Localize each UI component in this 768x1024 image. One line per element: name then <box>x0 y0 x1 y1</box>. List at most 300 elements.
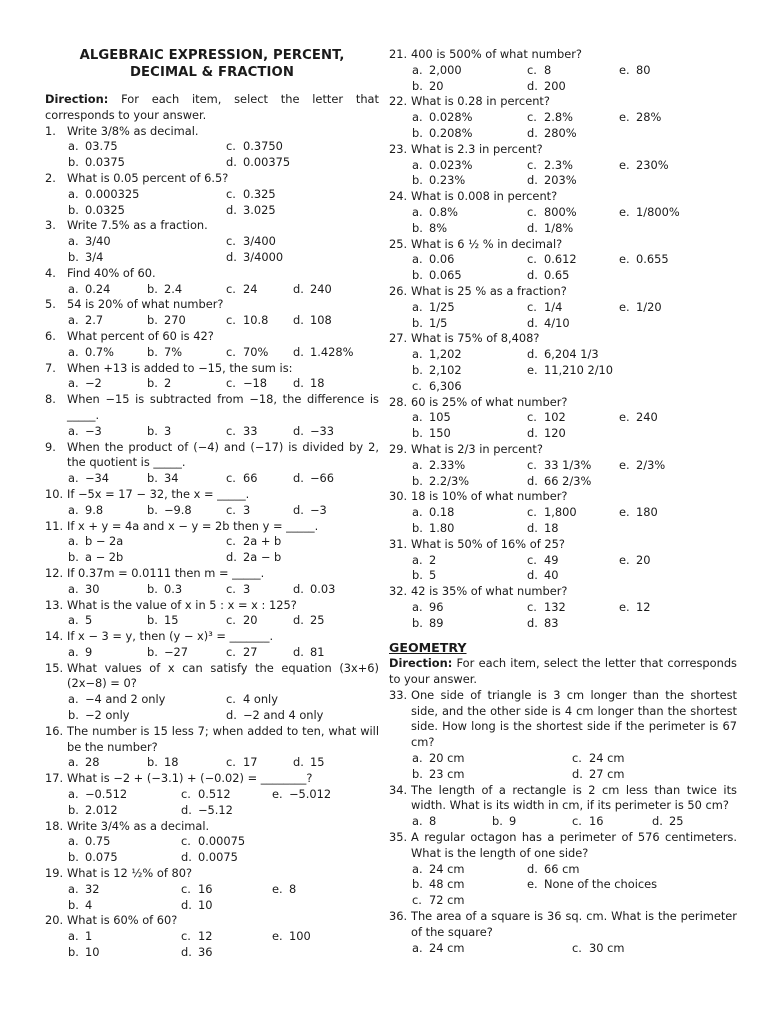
option-letter: b. <box>412 362 423 377</box>
answer-option[interactable] <box>527 110 619 126</box>
option-letter: c. <box>226 471 236 486</box>
answer-option[interactable] <box>181 787 272 803</box>
answer-option[interactable] <box>412 474 527 490</box>
answer-option[interactable] <box>412 379 527 395</box>
option-value: 27 cm <box>589 766 625 781</box>
question-item <box>45 361 379 393</box>
answer-option[interactable] <box>226 139 376 155</box>
answer-option[interactable] <box>68 471 147 487</box>
option-letter: c. <box>226 186 236 201</box>
answer-option[interactable] <box>293 503 379 519</box>
question-text: 60 is 25% of what number? <box>411 394 568 409</box>
answer-option[interactable] <box>412 363 527 379</box>
answer-option[interactable] <box>527 158 619 174</box>
answer-option[interactable] <box>293 645 379 661</box>
option-letter: b. <box>147 502 158 517</box>
option-value: 8% <box>429 220 448 235</box>
option-value: 24 cm <box>589 751 625 766</box>
option-letter: c. <box>226 344 236 359</box>
option-letter: b. <box>147 376 158 391</box>
answer-option[interactable] <box>412 126 527 142</box>
answer-option[interactable] <box>272 882 376 898</box>
question-number: 18. <box>45 818 64 833</box>
option-letter: b. <box>68 249 79 264</box>
option-letter: b. <box>147 581 158 596</box>
answer-option[interactable] <box>147 645 226 661</box>
question-number: 13. <box>45 597 64 612</box>
answer-option[interactable] <box>619 300 729 316</box>
answer-option[interactable] <box>68 155 226 171</box>
question-text: What is 6 ½ % in decimal? <box>411 236 563 251</box>
answer-option[interactable] <box>68 582 147 598</box>
geometry-direction-label: Direction: <box>389 656 453 671</box>
question-text: The area of a square is 36 sq. cm. What is the perimeter of the square? <box>411 909 737 939</box>
option-letter: d. <box>572 766 583 781</box>
answer-option[interactable] <box>68 882 181 898</box>
question-text: The number is 15 less 7; when added to ten, what will be the number? <box>67 723 379 754</box>
answer-option[interactable] <box>226 613 293 629</box>
answer-option[interactable] <box>147 755 226 771</box>
answer-option[interactable] <box>68 234 226 250</box>
option-value: −2 only <box>85 708 130 723</box>
answer-option[interactable] <box>68 803 181 819</box>
answer-option[interactable] <box>527 205 619 221</box>
answer-option[interactable] <box>68 929 181 945</box>
answer-option[interactable] <box>68 503 147 519</box>
answer-option[interactable] <box>226 692 376 708</box>
answer-option[interactable] <box>147 471 226 487</box>
answer-option[interactable] <box>412 893 527 909</box>
question-number: 27. <box>389 331 408 346</box>
answer-option[interactable] <box>527 252 619 268</box>
answer-options <box>389 941 737 957</box>
option-value: 0.0375 <box>85 155 125 170</box>
question-number: 17. <box>45 771 64 786</box>
answer-option[interactable] <box>527 616 619 632</box>
question-number: 35. <box>389 830 408 845</box>
answer-options <box>45 882 379 914</box>
question-text: When +13 is added to −15, the sum is: <box>67 360 293 375</box>
answer-option[interactable] <box>527 221 619 237</box>
answer-option[interactable] <box>226 534 376 550</box>
answer-option[interactable] <box>68 945 181 961</box>
question-number: 28. <box>389 394 408 409</box>
question-item <box>45 819 379 866</box>
option-letter: c. <box>226 581 236 596</box>
option-value: 2 <box>164 376 172 391</box>
option-value: 0.075 <box>85 850 118 865</box>
option-letter: d. <box>527 473 538 488</box>
option-letter: d. <box>181 850 192 865</box>
option-value: 9 <box>509 814 517 829</box>
answer-option[interactable] <box>226 376 293 392</box>
answer-option[interactable] <box>226 503 293 519</box>
question-row <box>389 909 737 941</box>
answer-option[interactable] <box>527 862 732 878</box>
answer-option[interactable] <box>293 424 379 440</box>
answer-option[interactable] <box>226 155 376 171</box>
option-value: 2.8% <box>544 110 573 125</box>
question-number: 33. <box>389 687 408 702</box>
answer-option[interactable] <box>181 834 376 850</box>
answer-option[interactable] <box>412 63 527 79</box>
answer-option[interactable] <box>293 345 379 361</box>
answer-option[interactable] <box>492 814 572 830</box>
answer-option[interactable] <box>572 767 732 783</box>
answer-option[interactable] <box>226 313 293 329</box>
answer-option[interactable] <box>68 250 226 266</box>
question-number: 4. <box>45 265 56 280</box>
option-value: 30 <box>85 581 100 596</box>
answer-option[interactable] <box>226 203 376 219</box>
option-letter: c. <box>527 457 537 472</box>
option-letter: c. <box>527 599 537 614</box>
answer-option[interactable] <box>226 282 293 298</box>
question-text: Write 3/8% as decimal. <box>67 123 199 138</box>
answer-option[interactable] <box>181 945 272 961</box>
answer-option[interactable] <box>412 553 527 569</box>
answer-option[interactable] <box>68 203 226 219</box>
answer-option[interactable] <box>527 568 619 584</box>
answer-option[interactable] <box>412 316 527 332</box>
answer-option[interactable] <box>68 282 147 298</box>
question-item <box>45 913 379 960</box>
answer-option[interactable] <box>619 458 729 474</box>
answer-option[interactable] <box>572 941 732 957</box>
option-letter: b. <box>412 268 423 283</box>
answer-option[interactable] <box>293 376 379 392</box>
question-row <box>45 629 379 645</box>
question-row <box>45 266 379 282</box>
question-item <box>389 909 737 956</box>
option-letter: d. <box>181 897 192 912</box>
answer-option[interactable] <box>68 534 226 550</box>
answer-option[interactable] <box>147 313 226 329</box>
option-letter: a. <box>412 599 423 614</box>
answer-option[interactable] <box>226 645 293 661</box>
answer-option[interactable] <box>527 474 619 490</box>
answer-option[interactable] <box>527 600 619 616</box>
option-value: 280% <box>544 125 577 140</box>
option-value: 4 only <box>243 692 278 707</box>
answer-option[interactable] <box>572 814 652 830</box>
option-letter: c. <box>527 410 537 425</box>
option-value: 10 <box>198 897 213 912</box>
answer-option[interactable] <box>272 787 376 803</box>
answer-option[interactable] <box>226 550 376 566</box>
answer-option[interactable] <box>181 929 272 945</box>
answer-option[interactable] <box>527 458 619 474</box>
answer-option[interactable] <box>412 814 492 830</box>
option-letter: c. <box>226 534 236 549</box>
answer-option[interactable] <box>527 126 619 142</box>
option-letter: b. <box>147 471 158 486</box>
option-letter: a. <box>68 313 79 328</box>
answer-option[interactable] <box>412 877 527 893</box>
answer-options <box>389 458 737 490</box>
question-row <box>45 598 379 614</box>
answer-option[interactable] <box>412 268 527 284</box>
answer-option[interactable] <box>527 410 619 426</box>
answer-option[interactable] <box>619 410 729 426</box>
answer-option[interactable] <box>68 898 181 914</box>
answer-option[interactable] <box>412 300 527 316</box>
answer-option[interactable] <box>181 850 376 866</box>
answer-option[interactable] <box>147 282 226 298</box>
answer-options <box>45 376 379 392</box>
answer-option[interactable] <box>527 300 619 316</box>
answer-option[interactable] <box>527 173 619 189</box>
answer-option[interactable] <box>181 803 272 819</box>
answer-option[interactable] <box>619 110 729 126</box>
answer-option[interactable] <box>226 250 376 266</box>
answer-option[interactable] <box>293 282 379 298</box>
option-letter: e. <box>272 787 283 802</box>
answer-option[interactable] <box>412 347 527 363</box>
question-item <box>45 124 379 171</box>
answer-option[interactable] <box>68 692 226 708</box>
option-letter: b. <box>412 877 423 892</box>
question-item <box>389 284 737 331</box>
answer-option[interactable] <box>412 79 527 95</box>
answer-option[interactable] <box>293 471 379 487</box>
question-number: 15. <box>45 660 64 675</box>
option-value: 17 <box>243 755 258 770</box>
answer-option[interactable] <box>226 234 376 250</box>
option-value: 2.3% <box>544 157 573 172</box>
option-value: 2a − b <box>243 550 282 565</box>
option-letter: e. <box>619 62 630 77</box>
answer-option[interactable] <box>412 600 527 616</box>
answer-option[interactable] <box>412 205 527 221</box>
answer-option[interactable] <box>412 221 527 237</box>
answer-option[interactable] <box>412 862 527 878</box>
answer-option[interactable] <box>147 424 226 440</box>
question-row <box>45 566 379 582</box>
option-value: 0.0075 <box>198 850 238 865</box>
option-value: 3 <box>243 581 251 596</box>
option-value: 81 <box>310 644 325 659</box>
option-value: 3/4000 <box>243 249 284 264</box>
option-value: 20 <box>429 78 444 93</box>
option-letter: c. <box>226 281 236 296</box>
option-letter: c. <box>527 62 537 77</box>
answer-option[interactable] <box>527 79 619 95</box>
option-letter: b. <box>68 945 79 960</box>
answer-option[interactable] <box>147 376 226 392</box>
answer-option[interactable] <box>527 426 619 442</box>
option-value: 1/800% <box>636 204 680 219</box>
option-value: 28% <box>636 110 662 125</box>
option-value: 25 <box>310 613 325 628</box>
option-letter: c. <box>412 378 422 393</box>
answer-option[interactable] <box>527 521 619 537</box>
answer-option[interactable] <box>147 503 226 519</box>
option-value: 0.000325 <box>85 186 140 201</box>
answer-option[interactable] <box>68 613 147 629</box>
answer-option[interactable] <box>293 613 379 629</box>
answer-option[interactable] <box>412 426 527 442</box>
question-number: 24. <box>389 189 408 204</box>
answer-option[interactable] <box>147 582 226 598</box>
answer-option[interactable] <box>68 424 147 440</box>
answer-option[interactable] <box>412 941 572 957</box>
option-letter: a. <box>412 252 423 267</box>
answer-option[interactable] <box>226 755 293 771</box>
answer-option[interactable] <box>68 834 181 850</box>
answer-option[interactable] <box>619 600 729 616</box>
answer-option[interactable] <box>527 553 619 569</box>
answer-option[interactable] <box>619 505 729 521</box>
question-item <box>45 566 379 598</box>
option-letter: e. <box>527 877 538 892</box>
answer-option[interactable] <box>527 505 619 521</box>
direction-label: Direction: <box>45 92 109 106</box>
answer-option[interactable] <box>527 316 619 332</box>
question-text: If 0.37m = 0.0111 then m = _____. <box>67 565 265 580</box>
option-letter: b. <box>68 708 79 723</box>
answer-option[interactable] <box>68 550 226 566</box>
answer-option[interactable] <box>619 63 729 79</box>
answer-option[interactable] <box>226 471 293 487</box>
answer-option[interactable] <box>68 708 226 724</box>
answer-option[interactable] <box>147 613 226 629</box>
answer-option[interactable] <box>293 755 379 771</box>
answer-option[interactable] <box>527 877 732 893</box>
option-letter: c. <box>527 505 537 520</box>
option-value: −0.512 <box>85 787 128 802</box>
question-text: What values of x can satisfy the equation (3x+6) (2x−8) = 0? <box>67 660 379 691</box>
question-text: What is 12 ½% of 80? <box>67 866 193 881</box>
answer-option[interactable] <box>412 158 527 174</box>
answer-option[interactable] <box>527 347 729 363</box>
answer-option[interactable] <box>412 173 527 189</box>
option-value: 6,306 <box>429 378 462 393</box>
option-value: 8 <box>544 62 552 77</box>
option-value: 0.06 <box>429 252 455 267</box>
answer-option[interactable] <box>412 521 527 537</box>
answer-option[interactable] <box>412 110 527 126</box>
answer-option[interactable] <box>293 582 379 598</box>
question-text: A regular octagon has a perimeter of 576 centimeters. What is the length of one side? <box>411 830 737 860</box>
question-number: 20. <box>45 913 64 928</box>
answer-option[interactable] <box>226 187 376 203</box>
answer-option[interactable] <box>412 616 527 632</box>
option-value: 9.8 <box>85 502 104 517</box>
option-letter: a. <box>68 834 79 849</box>
option-letter: b. <box>412 568 423 583</box>
answer-options <box>45 282 379 298</box>
answer-option[interactable] <box>68 787 181 803</box>
answer-option[interactable] <box>527 63 619 79</box>
option-letter: c. <box>226 139 236 154</box>
option-letter: b. <box>68 550 79 565</box>
answer-option[interactable] <box>68 313 147 329</box>
option-letter: a. <box>68 186 79 201</box>
answer-option[interactable] <box>619 553 729 569</box>
answer-option[interactable] <box>527 363 729 379</box>
answer-option[interactable] <box>652 814 732 830</box>
option-letter: d. <box>293 423 304 438</box>
answer-option[interactable] <box>181 882 272 898</box>
answer-option[interactable] <box>293 313 379 329</box>
answer-option[interactable] <box>412 252 527 268</box>
answer-option[interactable] <box>412 458 527 474</box>
answer-option[interactable] <box>68 187 226 203</box>
option-value: b − 2a <box>85 534 124 549</box>
answer-option[interactable] <box>412 410 527 426</box>
question-row <box>45 329 379 345</box>
answer-option[interactable] <box>412 568 527 584</box>
option-value: 72 cm <box>429 893 465 908</box>
option-value: 1 <box>85 929 93 944</box>
question-row <box>389 537 737 553</box>
answer-option[interactable] <box>181 898 272 914</box>
question-number: 36. <box>389 909 408 924</box>
answer-option[interactable] <box>68 345 147 361</box>
answer-option[interactable] <box>147 345 226 361</box>
option-letter: a. <box>68 534 79 549</box>
option-value: 0.612 <box>544 252 577 267</box>
option-letter: d. <box>293 581 304 596</box>
answer-option[interactable] <box>272 929 376 945</box>
option-value: 3/40 <box>85 234 111 249</box>
answer-option[interactable] <box>68 755 147 771</box>
option-value: 1/20 <box>636 299 662 314</box>
answer-option[interactable] <box>619 158 729 174</box>
answer-option[interactable] <box>226 582 293 598</box>
option-letter: d. <box>293 613 304 628</box>
option-letter: d. <box>293 502 304 517</box>
option-letter: d. <box>226 155 237 170</box>
answer-option[interactable] <box>412 767 572 783</box>
option-value: −18 <box>243 376 268 391</box>
answer-option[interactable] <box>68 850 181 866</box>
option-value: 0.3750 <box>243 139 283 154</box>
option-value: 3.025 <box>243 202 276 217</box>
answer-option[interactable] <box>226 345 293 361</box>
option-value: 5 <box>429 568 437 583</box>
option-value: 12 <box>636 599 651 614</box>
answer-options <box>389 63 737 95</box>
answer-option[interactable] <box>527 268 619 284</box>
answer-option[interactable] <box>619 252 729 268</box>
option-value: −9.8 <box>164 502 192 517</box>
answer-option[interactable] <box>68 645 147 661</box>
option-value: 0.208% <box>429 125 473 140</box>
option-letter: c. <box>527 204 537 219</box>
option-letter: a. <box>412 299 423 314</box>
option-letter: c. <box>226 313 236 328</box>
option-letter: c. <box>226 423 236 438</box>
answer-option[interactable] <box>68 376 147 392</box>
option-value: 18 <box>164 755 179 770</box>
option-letter: b. <box>412 173 423 188</box>
answer-option[interactable] <box>572 751 732 767</box>
question-row <box>389 783 737 815</box>
answer-option[interactable] <box>619 205 729 221</box>
answer-option[interactable] <box>226 424 293 440</box>
question-row <box>45 361 379 377</box>
answer-options <box>45 787 379 819</box>
answer-option[interactable] <box>226 708 376 724</box>
answer-option[interactable] <box>412 751 572 767</box>
option-value: −5.012 <box>289 787 332 802</box>
answer-option[interactable] <box>68 139 226 155</box>
option-value: 33 <box>243 423 258 438</box>
option-letter: c. <box>226 613 236 628</box>
answer-option[interactable] <box>412 505 527 521</box>
